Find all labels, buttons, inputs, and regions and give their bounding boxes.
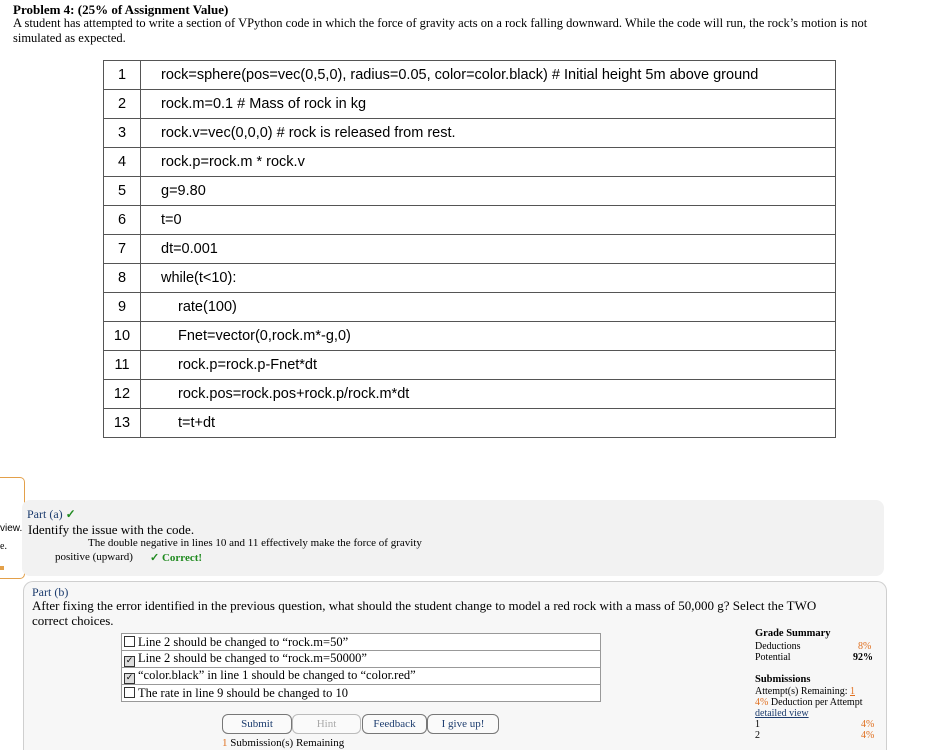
check-icon: ✓ — [65, 507, 76, 521]
checkbox-checked[interactable]: ✓ — [125, 656, 134, 666]
choice-label: Line 2 should be changed to “rock.m=50000” — [138, 651, 367, 665]
code-text: g=9.80 — [141, 177, 836, 206]
checkbox[interactable] — [124, 636, 135, 647]
problem-description: A student has attempted to write a section of VPython code in which the force of gravity acts on a rock falling downward. While the code will run, the rock’s motion is not simulated as expected. — [13, 16, 868, 45]
line-number: 4 — [104, 148, 141, 177]
feedback-button[interactable]: Feedback — [362, 714, 427, 734]
history-attempt-value: 4% — [861, 719, 875, 730]
line-number: 3 — [104, 119, 141, 148]
part-b-label: Part (b) — [32, 585, 69, 599]
code-text: rock.v=vec(0,0,0) # rock is released from rest. — [141, 119, 836, 148]
deduction-pct: 4% — [755, 697, 769, 708]
choice-row — [122, 651, 601, 668]
code-line — [104, 293, 836, 322]
hint-button[interactable]: Hint — [292, 714, 361, 734]
code-text: rock.p=rock.p-Fnet*dt — [141, 351, 836, 380]
line-number: 1 — [104, 61, 141, 90]
code-table — [103, 60, 836, 438]
line-number: 12 — [104, 380, 141, 409]
code-text: rate(100) — [141, 293, 836, 322]
code-text: rock=sphere(pos=vec(0,5,0), radius=0.05, color=color.black) # Initial height 5m above ground — [141, 61, 836, 90]
code-text: while(t<10): — [141, 264, 836, 293]
attempts-remaining-label: Attempt(s) Remaining: — [755, 686, 850, 697]
submit-button[interactable]: Submit — [222, 714, 292, 734]
code-text: t=0 — [141, 206, 836, 235]
code-text: rock.p=rock.m * rock.v — [141, 148, 836, 177]
line-number: 13 — [104, 409, 141, 438]
code-text: rock.pos=rock.pos+rock.p/rock.m*dt — [141, 380, 836, 409]
choice-row — [122, 668, 601, 685]
choice-option[interactable] — [122, 651, 601, 668]
checkbox-checked[interactable]: ✓ — [125, 673, 134, 683]
part-a-label — [27, 507, 76, 522]
code-line — [104, 264, 836, 293]
history-attempt-number: 1 — [755, 719, 760, 730]
choice-list — [121, 633, 601, 702]
choice-option[interactable] — [122, 685, 601, 702]
history-attempt-number: 2 — [755, 730, 760, 741]
give-up-button[interactable]: I give up! — [427, 714, 499, 734]
code-line — [104, 409, 836, 438]
problem-title: Problem 4: (25% of Assignment Value) — [13, 2, 229, 17]
submissions-remaining-count: 1 — [222, 737, 228, 749]
choice-label: “color.black” in line 1 should be changed to “color.red” — [138, 668, 416, 682]
code-line — [104, 235, 836, 264]
deductions-value: 8% — [858, 641, 872, 652]
code-text: Fnet=vector(0,rock.m*-g,0) — [141, 322, 836, 351]
code-line — [104, 351, 836, 380]
side-tab-text: view. — [0, 523, 23, 534]
line-number: 11 — [104, 351, 141, 380]
line-number: 7 — [104, 235, 141, 264]
side-tab-mark — [0, 566, 4, 570]
code-line — [104, 380, 836, 409]
code-line — [104, 148, 836, 177]
code-line — [104, 90, 836, 119]
part-b-question: After fixing the error identified in the previous question, what should the student change to model a red rock with a mass of 50,000 g? Select the TWO correct choices. — [32, 598, 817, 628]
choice-row — [122, 685, 601, 702]
part-a-question: Identify the issue with the code. — [28, 522, 195, 537]
line-number: 10 — [104, 322, 141, 351]
deductions-label: Deductions — [755, 641, 801, 652]
potential-label: Potential — [755, 652, 791, 663]
side-tab-text: e. — [0, 541, 7, 552]
submissions-remaining-text: Submission(s) Remaining — [227, 737, 345, 749]
deduction-per-attempt — [755, 697, 863, 708]
checkbox[interactable] — [124, 687, 135, 698]
history-attempt-value: 4% — [861, 730, 875, 741]
submissions-remaining — [222, 737, 344, 749]
choice-option[interactable] — [122, 668, 601, 685]
line-number: 5 — [104, 177, 141, 206]
correct-indicator: ✓ Correct! — [150, 552, 203, 564]
line-number: 6 — [104, 206, 141, 235]
line-number: 8 — [104, 264, 141, 293]
code-text: dt=0.001 — [141, 235, 836, 264]
code-line — [104, 61, 836, 90]
attempts-remaining — [755, 686, 855, 697]
part-a-answer-cont: positive (upward) — [55, 551, 133, 563]
code-line — [104, 119, 836, 148]
choice-row — [122, 634, 601, 651]
detailed-view-link[interactable]: detailed view — [755, 708, 809, 719]
part-a-label-text: Part (a) — [27, 507, 63, 521]
choice-label: The rate in line 9 should be changed to 10 — [138, 685, 349, 700]
code-text: t=t+dt — [141, 409, 836, 438]
code-line — [104, 322, 836, 351]
potential-value: 92% — [853, 652, 873, 663]
code-line — [104, 177, 836, 206]
deduction-text: Deduction per Attempt — [768, 697, 863, 708]
attempts-remaining-value[interactable]: 1 — [850, 686, 855, 697]
line-number: 2 — [104, 90, 141, 119]
choice-label: Line 2 should be changed to “rock.m=50” — [138, 634, 349, 649]
code-line — [104, 206, 836, 235]
choice-option[interactable] — [122, 634, 601, 651]
code-text: rock.m=0.1 # Mass of rock in kg — [141, 90, 836, 119]
submissions-title: Submissions — [755, 674, 811, 685]
grade-summary-title: Grade Summary — [755, 628, 831, 639]
part-a-answer: The double negative in lines 10 and 11 effectively make the force of gravity — [88, 537, 422, 549]
line-number: 9 — [104, 293, 141, 322]
